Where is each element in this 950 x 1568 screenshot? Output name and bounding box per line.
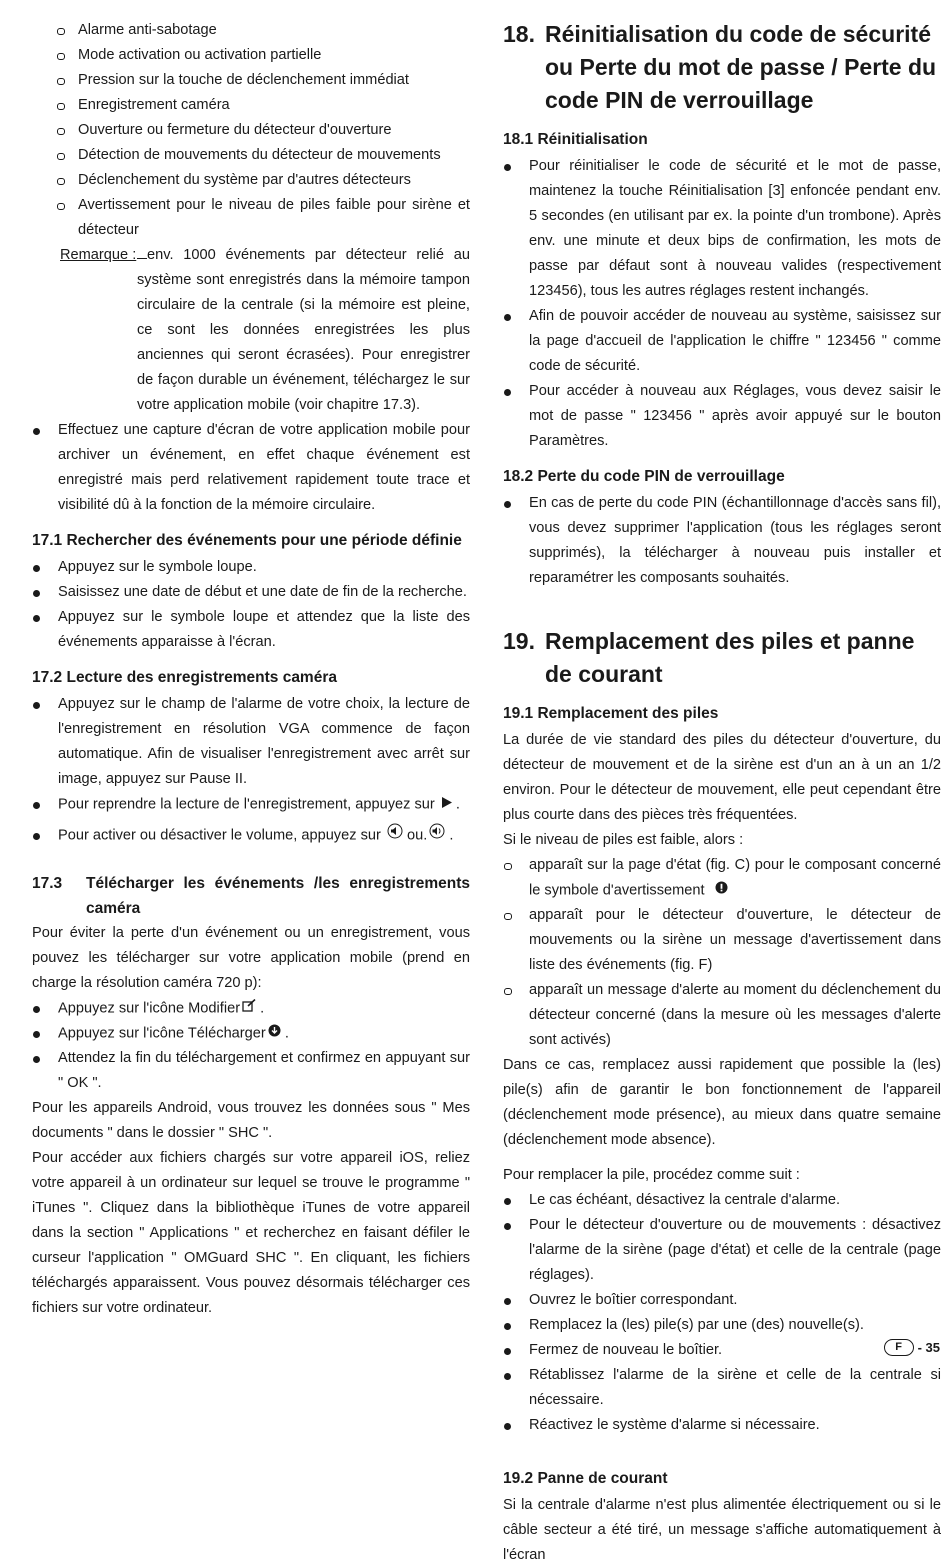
list-item: Enregistrement caméra [32,93,470,118]
list-item: Saisissez une date de début et une date de fin de la recherche. [32,580,470,605]
remark [32,243,470,418]
list-item: Pour accéder à nouveau aux Réglages, vous devez saisir le mot de passe " 123456 " après avoir appuyé sur le bouton Paramètres. [503,379,941,454]
list-item: Rétablissez l'alarme de la sirène et celle de la centrale si nécessaire. [503,1363,941,1413]
list-item: Alarme anti-sabotage [32,18,470,43]
steps-17-3 [32,996,470,1097]
list-item: Déclenchement du système par d'autres détecteurs [32,168,470,193]
paragraph: Pour éviter la perte d'un événement ou un enregistrement, vous pouvez les télécharger sur votre application mobile (prend en charge la résolution caméra 720 p): [32,924,470,991]
chapter-heading-18 [503,18,941,117]
list-item: Appuyez sur l'icône Télécharger . [32,1021,470,1046]
steps-17-2 [32,692,470,849]
low-battery-list [503,853,941,1053]
remark-label: Remarque : [60,247,137,263]
play-icon [441,792,452,817]
list-item: Pression sur la touche de déclenchement immédiat [32,68,470,93]
remark-underline [137,244,147,259]
list-item: Appuyez sur le symbole loupe et attendez que la liste des événements apparaisse à l'écran. [32,605,470,655]
section-heading-17-3 [32,871,470,921]
paragraph: Dans ce cas, remplacez aussi rapidement que possible la (les) pile(s) afin de garantir le bon fonctionnement de l'appareil (déclenchement mode présence), au mieux dans quatre semaine (déclenchement mode absence). [503,1057,941,1149]
page-number: - 35 [917,1340,940,1355]
event-type-list [32,18,470,243]
list-item-text: apparaît sur la page d'état (fig. C) pour le composant concerné le symbole d'avertissement [529,857,941,899]
list-item: apparaît un message d'alerte au moment du déclenchement du détecteur concerné (dans la mesure où les messages d'alerte sont activés) [503,978,941,1053]
list-item: Fermez de nouveau le boîtier. [503,1338,941,1363]
list-item: Pour le détecteur d'ouverture ou de mouvements : désactivez l'alarme de la sirène (page d'état) et celle de la centrale (page réglages). [503,1213,941,1288]
list-item: Avertissement pour le niveau de piles faible pour sirène et détecteur [32,193,470,243]
list-item: Pour activer ou désactiver le volume, appuyez sur ou. . [32,823,470,848]
list-item: Mode activation ou activation partielle [32,43,470,68]
chapter-title: Réinitialisation du code de sécurité ou Perte du mot de passe / Perte du code PIN de verrouillage [545,21,937,113]
steps-19-1 [503,1188,941,1438]
steps-18-1 [503,154,941,454]
section-heading-17-1: 17.1 Rechercher des événements pour une période définie [32,532,462,549]
list-item: Pour réinitialiser le code de sécurité et le mot de passe, maintenez la touche Réinitialisation [3] enfoncée pendant env. 5 secondes (en utilisant par ex. la pointe d'un trombone). Après env. une minute et deux bips de confirmation, les mots de passe par défaut sont à nouveau valides (respectivement 123456), tous les autres réglages restent inchangés. [503,154,941,304]
list-item: Attendez la fin du téléchargement et confirmez en appuyant sur " OK ". [32,1046,470,1096]
speaker-icon [387,823,403,848]
list-item-text: Appuyez sur l'icône Modifier [58,1000,241,1017]
list-item: apparaît pour le détecteur d'ouverture, le détecteur de mouvements ou la sirène un message d'avertissement dans liste des événements (fig. F) [503,903,941,978]
paragraph: Si le niveau de piles est faible, alors : [503,832,744,848]
list-item-text: Appuyez sur l'icône Télécharger [58,1025,266,1042]
spacer [503,1153,941,1163]
list-item [503,853,941,903]
list-item: Appuyez sur le champ de l'alarme de votre choix, la lecture de l'enregistrement en résolution VGA commence de façon automatique. Afin de visualiser l'enregistrement avec arrêt sur image, appuyez sur Pause II. [32,692,470,792]
section-heading-18-1: 18.1 Réinitialisation [503,131,648,148]
edit-icon [242,996,256,1021]
paragraph: Pour accéder aux fichiers chargés sur votre appareil iOS, reliez votre appareil à un ordinateur sur lequel se trouve le programme " iTunes ". Cliquez dans la bibliothèque iTunes de votre appareil dans la section " Applications " et recherchez en faisant défiler le curseur l'application " OMGuard SHC ". En cliquant, les fichiers téléchargés apparaissent. Vous pouvez désormais télécharger ces fichiers sur votre ordinateur. [32,1150,470,1317]
steps-17-1 [32,555,470,655]
spacer [503,1438,941,1456]
list-item-text: Pour reprendre la lecture de l'enregistrement, appuyez sur [58,796,435,813]
list-item: Réactivez le système d'alarme si nécessaire. [503,1413,941,1438]
section-heading-19-2: 19.2 Panne de courant [503,1470,668,1488]
right-column [503,18,941,1568]
section-title: Télécharger les événements /les enregistrements caméra [86,874,470,917]
list-item: Appuyez sur l'icône Modifier . [32,996,470,1021]
page-footer [884,1339,940,1356]
list-item: Afin de pouvoir accéder de nouveau au système, saisissez sur la page d'accueil de l'application le chiffre " 123456 " comme code de sécurité. [503,304,941,379]
capture-list [32,418,470,518]
language-badge: F [884,1339,914,1356]
list-item: Remplacez la (les) pile(s) par une (des) nouvelle(s). [503,1313,941,1338]
paragraph: Pour remplacer la pile, procédez comme suit : [503,1167,800,1184]
speaker-mute-icon [429,823,445,848]
download-icon [268,1021,281,1046]
section-heading-18-2: 18.2 Perte du code PIN de verrouillage [503,468,785,485]
list-item: Pour reprendre la lecture de l'enregistrement, appuyez sur . [32,792,470,817]
section-number: 17.3 [32,874,63,892]
steps-18-2 [503,491,941,591]
list-item-text: Pour activer ou désactiver le volume, appuyez sur [58,827,381,844]
chapter-title: Remplacement des piles et panne de courant [545,628,915,687]
list-item: Effectuez une capture d'écran de votre application mobile pour archiver un événement, en effet chaque événement est enregistré mais perd relativement rapidement toute trace et visibilité dû à la fonction de la mémoire circulaire. [32,418,470,518]
list-item-text: ou. [406,827,428,844]
spacer [503,591,941,625]
warning-icon [715,878,728,903]
list-item: Ouvrez le boîtier correspondant. [503,1288,941,1313]
list-item: Ouverture ou fermeture du détecteur d'ouverture [32,118,470,143]
paragraph: Si la centrale d'alarme n'est plus alimentée électriquement ou si le câble secteur a été tiré, un message s'affiche automatiquement à l'écran [503,1497,941,1564]
chapter-number: 19. [503,628,535,654]
chapter-heading-19 [503,625,941,691]
section-heading-19-1: 19.1 Remplacement des piles [503,705,719,722]
chapter-number: 18. [503,21,535,47]
list-item: Détection de mouvements du détecteur de mouvements [32,143,470,168]
paragraph: La durée de vie standard des piles du détecteur d'ouverture, du détecteur de mouvement et de la sirène est d'un an à un an 1/2 environ. Pour le détecteur de mouvement, elle peut cependant être plus courte dans des pièces très fréquentées. [503,732,941,823]
section-heading-17-2: 17.2 Lecture des enregistrements caméra [32,669,337,686]
list-item: Le cas échéant, désactivez la centrale d'alarme. [503,1188,941,1213]
list-item: Appuyez sur le symbole loupe. [32,555,470,580]
left-column [32,18,470,1321]
list-item: En cas de perte du code PIN (échantillonnage d'accès sans fil), vous devez supprimer l'application (tous les réglages seront supprimés), la télécharger à nouveau puis installer et reparamétrer les composants souhaités. [503,491,941,591]
paragraph: Pour les appareils Android, vous trouvez les données sous " Mes documents " dans le dossier " SHC ". [32,1100,470,1142]
remark-text: env. 1000 événements par détecteur relié au système sont enregistrés dans la mémoire tampon circulaire de la centrale (si la mémoire est pleine, ce sont les données enregistrées les plus anciennes qui seront écrasées). Pour enregistrer de façon durable un événement, téléchargez le sur votre application mobile (voir chapitre 17.3). [137,247,470,413]
